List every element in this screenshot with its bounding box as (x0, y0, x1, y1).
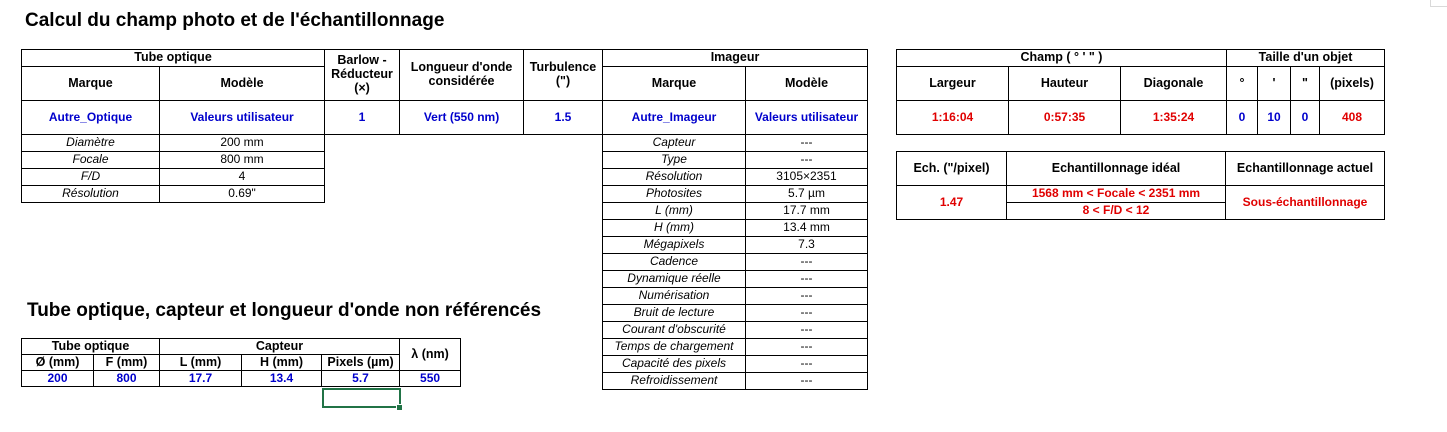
wavelength-select[interactable]: Vert (550 nm) (400, 101, 524, 135)
custom-diameter-input[interactable]: 200 (22, 371, 94, 387)
param-value: --- (746, 356, 868, 373)
param-label: F/D (22, 169, 160, 186)
actual-sampling-value: Sous-échantillonnage (1226, 186, 1385, 220)
custom-focal-input[interactable]: 800 (94, 371, 160, 387)
seconds-header: " (1291, 67, 1320, 101)
param-label: Numérisation (603, 288, 746, 305)
ideal-fd-range: 8 < F/D < 12 (1007, 203, 1226, 220)
field-width-header: Largeur (897, 67, 1009, 101)
imageur-model-select[interactable]: Valeurs utilisateur (746, 101, 868, 135)
param-label: Résolution (22, 186, 160, 203)
fill-handle[interactable] (396, 404, 403, 411)
param-value: --- (746, 373, 868, 390)
custom-lambda-input[interactable]: 550 (400, 371, 461, 387)
page-title: Calcul du champ photo et de l'échantillonnage (25, 10, 445, 31)
seconds-input[interactable]: 0 (1291, 101, 1320, 135)
param-label: Bruit de lecture (603, 305, 746, 322)
custom-col-pixels: Pixels (µm) (322, 355, 400, 371)
param-label: Capacité des pixels (603, 356, 746, 373)
ideal-focal-range: 1568 mm < Focale < 2351 mm (1007, 186, 1226, 203)
param-value: 3105×2351 (746, 169, 868, 186)
param-label: Dynamique réelle (603, 271, 746, 288)
turbulence-header: Turbulence (") (524, 50, 603, 101)
param-label: Cadence (603, 254, 746, 271)
field-height-value: 0:57:35 (1009, 101, 1121, 135)
sampling-table (896, 151, 1385, 220)
param-label: Résolution (603, 169, 746, 186)
param-value: --- (746, 271, 868, 288)
object-size-header: Taille d'un objet (1227, 50, 1385, 67)
param-value: 7.3 (746, 237, 868, 254)
section-title-custom: Tube optique, capteur et longueur d'onde non référencés (27, 300, 542, 321)
actual-sampling-header: Echantillonnage actuel (1226, 152, 1385, 186)
param-value: 800 mm (160, 152, 325, 169)
custom-pixels-input[interactable]: 5.7 (322, 371, 400, 387)
field-diagonal-header: Diagonale (1121, 67, 1227, 101)
custom-tube-header: Tube optique (22, 339, 160, 355)
param-label: Type (603, 152, 746, 169)
field-height-header: Hauteur (1009, 67, 1121, 101)
param-label: Courant d'obscurité (603, 322, 746, 339)
minutes-header: ' (1258, 67, 1291, 101)
tube-brand-header: Marque (22, 67, 160, 101)
custom-values-table (21, 338, 461, 387)
param-value: --- (746, 152, 868, 169)
imageur-header: Imageur (603, 50, 868, 67)
param-label: Diamètre (22, 135, 160, 152)
custom-col-height: H (mm) (242, 355, 322, 371)
barlow-header: Barlow - Réducteur (×) (325, 50, 400, 101)
minutes-input[interactable]: 10 (1258, 101, 1291, 135)
imageur-brand-select[interactable]: Autre_Imageur (603, 101, 746, 135)
param-label: Capteur (603, 135, 746, 152)
param-value: --- (746, 339, 868, 356)
tube-params-table (21, 134, 325, 203)
param-value: 200 mm (160, 135, 325, 152)
param-value: 5.7 µm (746, 186, 868, 203)
sheet-corner-marker (1430, 0, 1447, 7)
param-value: --- (746, 135, 868, 152)
turbulence-input[interactable]: 1.5 (524, 101, 603, 135)
param-value: 13.4 mm (746, 220, 868, 237)
object-pixels-value: 408 (1320, 101, 1385, 135)
custom-col-length: L (mm) (160, 355, 242, 371)
field-header: Champ ( ° ' " ) (897, 50, 1227, 67)
param-label: Refroidissement (603, 373, 746, 390)
custom-sensor-header: Capteur (160, 339, 400, 355)
param-value: --- (746, 305, 868, 322)
degrees-header: ° (1227, 67, 1258, 101)
field-diagonal-value: 1:35:24 (1121, 101, 1227, 135)
imageur-params-table (602, 134, 868, 390)
imageur-brand-header: Marque (603, 67, 746, 101)
param-label: Photosites (603, 186, 746, 203)
pixels-header: (pixels) (1320, 67, 1385, 101)
param-label: H (mm) (603, 220, 746, 237)
param-label: Mégapixels (603, 237, 746, 254)
param-value: --- (746, 254, 868, 271)
param-label: L (mm) (603, 203, 746, 220)
sampling-ech-value: 1.47 (897, 186, 1007, 220)
input-table (21, 49, 868, 135)
field-width-value: 1:16:04 (897, 101, 1009, 135)
param-label: Temps de chargement (603, 339, 746, 356)
custom-col-focal: F (mm) (94, 355, 160, 371)
tube-brand-select[interactable]: Autre_Optique (22, 101, 160, 135)
custom-lambda-header: λ (nm) (400, 339, 461, 371)
barlow-input[interactable]: 1 (325, 101, 400, 135)
tube-header: Tube optique (22, 50, 325, 67)
custom-col-diameter: Ø (mm) (22, 355, 94, 371)
param-value: 0.69" (160, 186, 325, 203)
param-label: Focale (22, 152, 160, 169)
imageur-model-header: Modèle (746, 67, 868, 101)
param-value: --- (746, 288, 868, 305)
custom-height-input[interactable]: 13.4 (242, 371, 322, 387)
degrees-input[interactable]: 0 (1227, 101, 1258, 135)
tube-model-select[interactable]: Valeurs utilisateur (160, 101, 325, 135)
field-table (896, 49, 1385, 135)
custom-length-input[interactable]: 17.7 (160, 371, 242, 387)
active-cell-selection[interactable] (322, 388, 401, 408)
sampling-ech-header: Ech. ("/pixel) (897, 152, 1007, 186)
wavelength-header: Longueur d'onde considérée (400, 50, 524, 101)
param-value: 4 (160, 169, 325, 186)
ideal-sampling-header: Echantillonnage idéal (1007, 152, 1226, 186)
tube-model-header: Modèle (160, 67, 325, 101)
param-value: --- (746, 322, 868, 339)
param-value: 17.7 mm (746, 203, 868, 220)
